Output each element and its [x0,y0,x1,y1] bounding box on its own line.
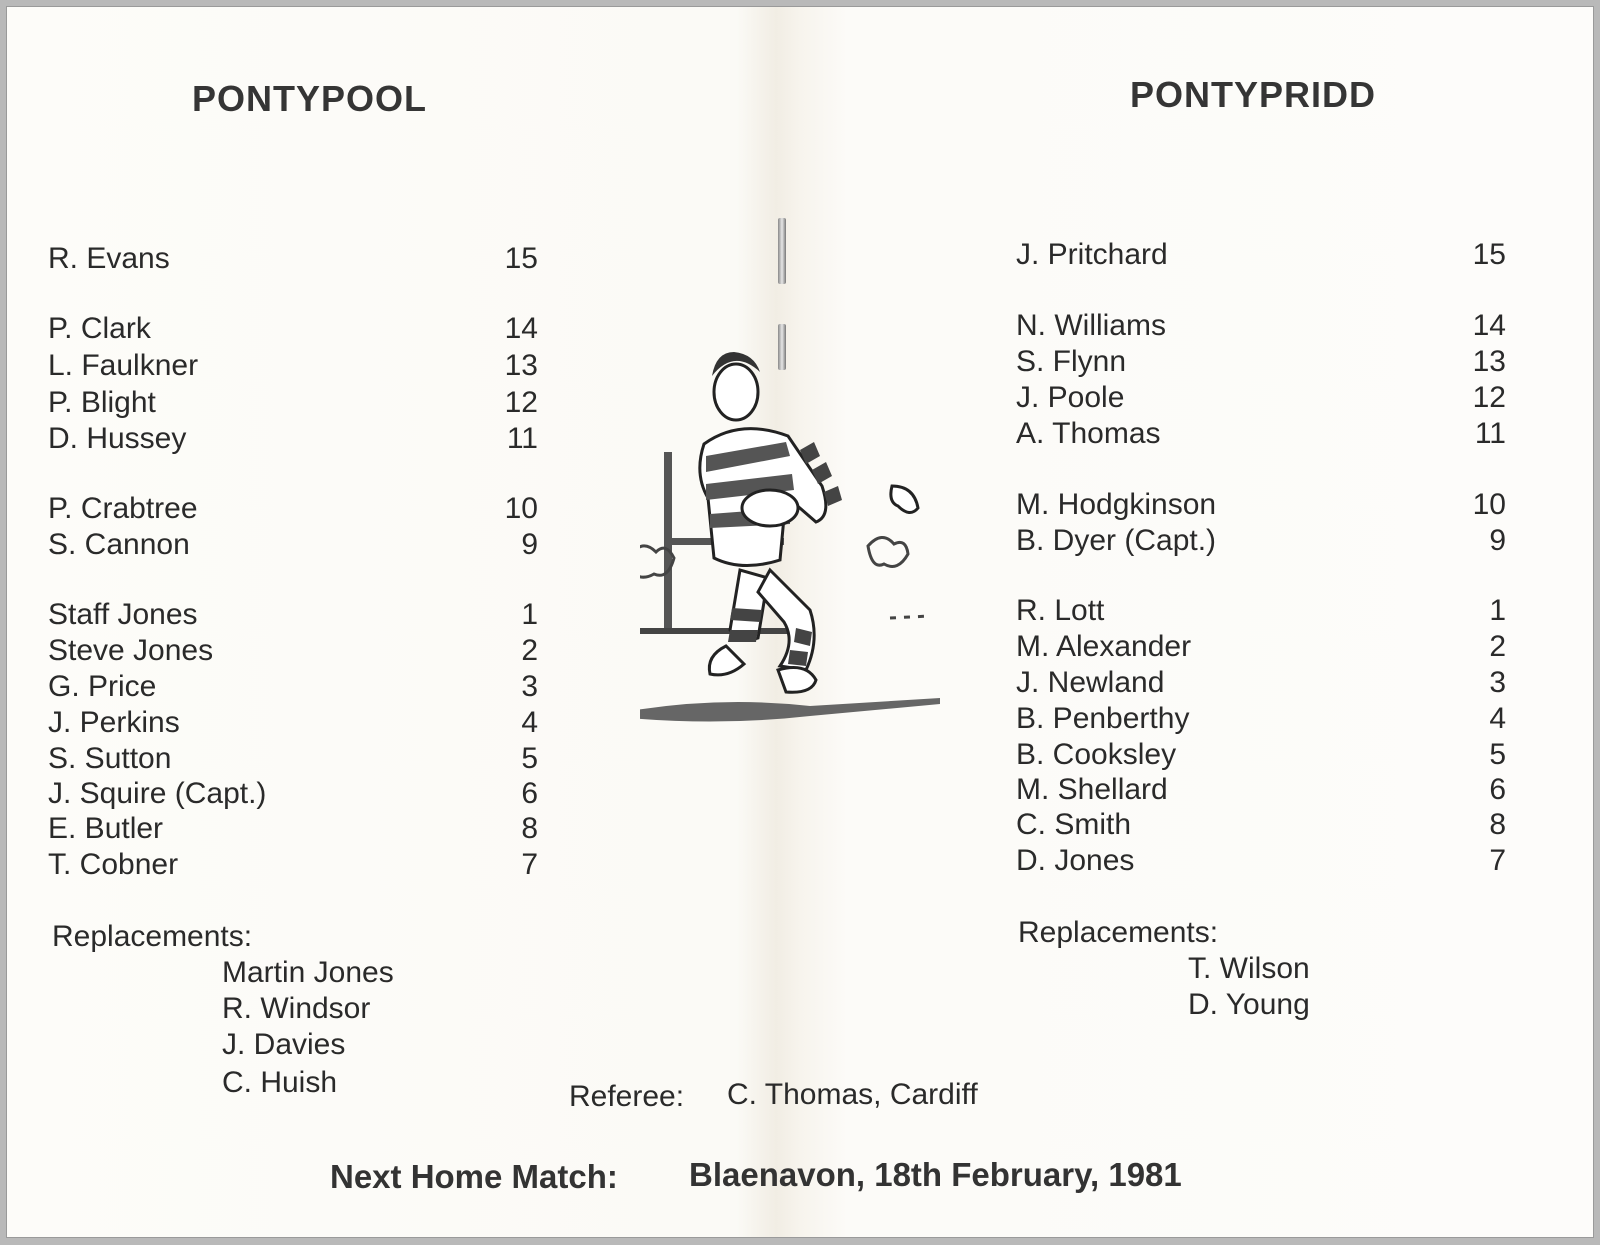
player-name: L. Faulkner [48,349,199,382]
player-name: P. Crabtree [48,492,198,525]
home-player-row [48,848,538,884]
away-replacement: T. Wilson [1188,952,1310,985]
player-name: J. Pritchard [1016,238,1168,271]
player-number: 11 [1474,417,1506,450]
player-number: 7 [1489,844,1506,877]
player-name: R. Lott [1016,594,1105,627]
home-player-row [48,598,538,634]
player-number: 1 [1489,594,1506,627]
player-name: P. Blight [48,386,156,419]
player-number: 3 [521,670,538,703]
home-replacement: Martin Jones [222,956,394,989]
away-replacement: D. Young [1188,988,1310,1021]
home-player-row [48,242,538,278]
player-name: B. Cooksley [1016,738,1177,771]
player-name: S. Flynn [1016,345,1127,378]
player-name: J. Poole [1016,381,1125,414]
player-number: 8 [521,812,538,845]
home-team-title: PONTYPOOL [192,78,428,119]
player-name: Staff Jones [48,598,198,631]
player-number: 10 [504,492,538,525]
player-name: T. Cobner [48,848,179,881]
player-number: 9 [521,528,538,561]
player-number: 10 [1472,488,1506,521]
referee-name: C. Thomas, Cardiff [727,1078,978,1111]
away-player-row [1016,238,1506,274]
player-name: Steve Jones [48,634,214,667]
home-player-row [48,742,538,778]
player-name: D. Hussey [48,422,187,455]
away-player-row [1016,381,1506,417]
away-player-row [1016,594,1506,630]
home-player-row [48,634,538,670]
player-name: M. Alexander [1016,630,1192,663]
away-player-row [1016,702,1506,738]
home-player-row [48,422,538,458]
next-match-label: Next Home Match: [330,1158,618,1195]
away-player-row [1016,630,1506,666]
staple-top [778,218,786,284]
away-player-row [1016,524,1506,560]
away-player-row [1016,844,1506,880]
player-name: M. Hodgkinson [1016,488,1217,521]
player-number: 2 [521,634,538,667]
player-name: S. Cannon [48,528,190,561]
home-player-row [48,706,538,742]
home-replacement: R. Windsor [222,992,371,1025]
home-replacements-label: Replacements: [52,920,253,953]
player-name: J. Squire (Capt.) [48,777,267,810]
player-number: 9 [1489,524,1506,557]
player-number: 6 [521,777,538,810]
player-number: 3 [1489,666,1506,699]
player-name: G. Price [48,670,157,703]
player-name: A. Thomas [1016,417,1161,450]
home-replacement: J. Davies [222,1028,346,1061]
player-number: 4 [521,706,538,739]
player-name: N. Williams [1016,309,1166,342]
away-player-row [1016,808,1506,844]
away-player-row [1016,417,1506,453]
home-replacement: C. Huish [222,1066,338,1099]
home-player-row [48,312,538,348]
away-team-title: PONTYPRIDD [1130,74,1377,115]
player-name: B. Penberthy [1016,702,1190,735]
rugby-player-illustration [640,346,950,756]
player-name: J. Newland [1016,666,1165,699]
player-number: 8 [1489,808,1506,841]
player-name: C. Smith [1016,808,1132,841]
next-match-details: Blaenavon, 18th February, 1981 [689,1156,1182,1193]
home-player-row [48,492,538,528]
referee-label: Referee: [569,1080,685,1113]
player-number: 2 [1489,630,1506,663]
home-player-row [48,386,538,422]
player-number: 14 [1472,309,1506,342]
home-player-row [48,670,538,706]
away-player-row [1016,488,1506,524]
player-name: P. Clark [48,312,151,345]
player-name: E. Butler [48,812,164,845]
home-player-row [48,528,538,564]
player-number: 4 [1489,702,1506,735]
home-player-row [48,812,538,848]
player-number: 15 [504,242,538,275]
away-player-row [1016,309,1506,345]
away-player-row [1016,738,1506,774]
player-number: 14 [504,312,538,345]
player-number: 11 [506,422,538,455]
player-number: 15 [1472,238,1506,271]
player-number: 7 [521,848,538,881]
programme-sheet [6,6,1594,1238]
player-name: R. Evans [48,242,170,275]
player-number: 12 [504,386,538,419]
away-player-row [1016,773,1506,809]
player-name: B. Dyer (Capt.) [1016,524,1217,557]
away-player-row [1016,666,1506,702]
player-name: J. Perkins [48,706,180,739]
home-player-row [48,349,538,385]
away-replacements-label: Replacements: [1018,916,1219,949]
player-number: 6 [1489,773,1506,806]
player-number: 13 [504,349,538,382]
player-name: D. Jones [1016,844,1135,877]
player-number: 5 [521,742,538,775]
player-number: 13 [1472,345,1506,378]
player-number: 5 [1489,738,1506,771]
away-player-row [1016,345,1506,381]
player-name: S. Sutton [48,742,172,775]
player-number: 12 [1472,381,1506,414]
player-name: M. Shellard [1016,773,1168,806]
player-number: 1 [521,598,538,631]
home-player-row [48,777,538,813]
